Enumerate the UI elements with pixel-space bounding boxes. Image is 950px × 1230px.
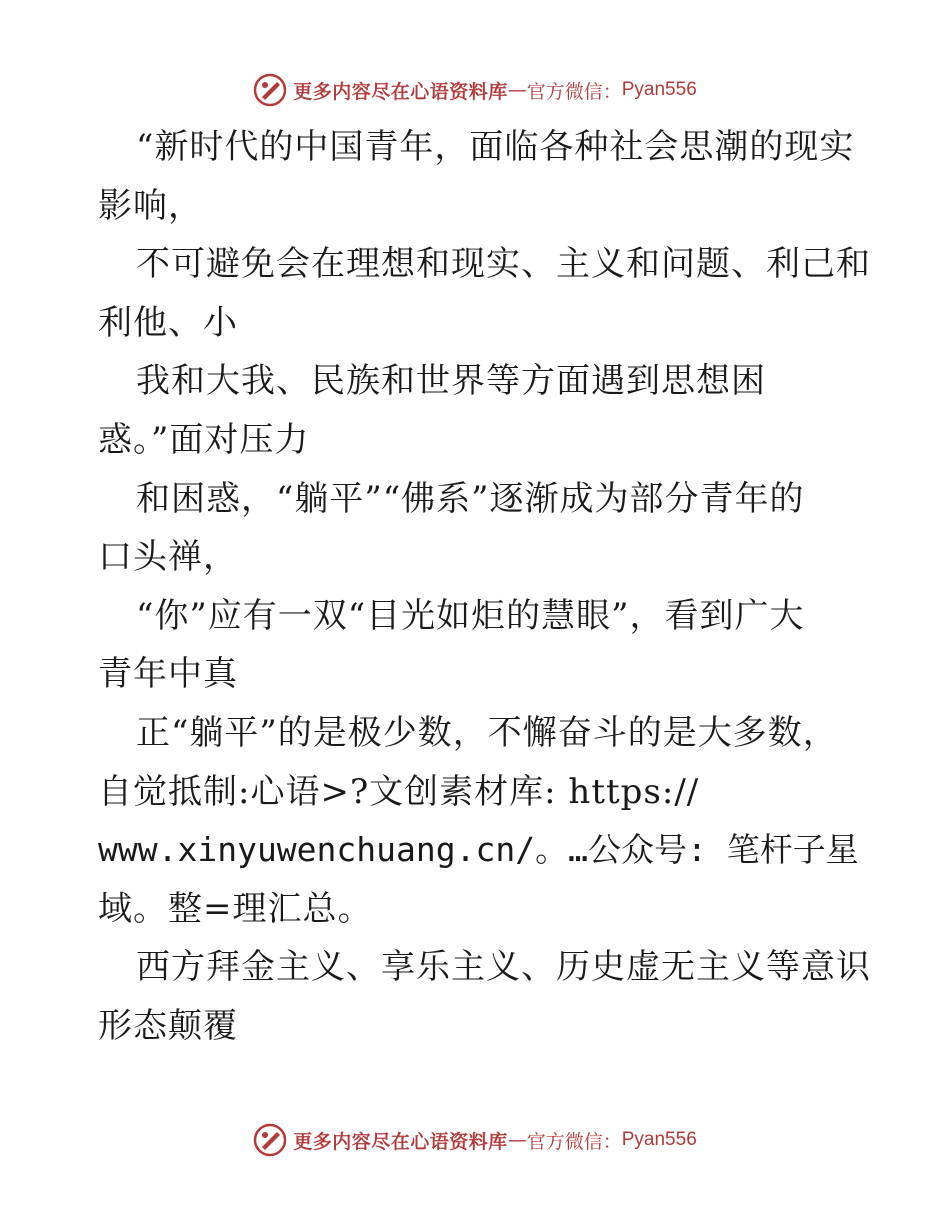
text-line: 和困惑，“躺平”“佛系”逐渐成为部分青年的: [136, 478, 805, 519]
text-line: “新时代的中国青年，面临各种社会思潮的现实: [136, 127, 855, 167]
text-line: 形态颠覆: [98, 1005, 238, 1046]
document-body: [98, 118, 871, 1056]
text-line: 西方拜金主义、享乐主义、历史虚无主义等意识: [136, 947, 871, 988]
brand-logo-icon: [253, 1123, 287, 1157]
text-line: 我和大我、民族和世界等方面遇到思想困: [136, 361, 766, 402]
text-line: 青年中真: [98, 654, 238, 695]
text-line: 自觉抵制:心语>?文创素材库: https://: [98, 771, 700, 812]
banner-title: 更多内容尽在心语资料库: [293, 80, 508, 103]
footer-banner: [0, 1120, 950, 1160]
banner-separator: —: [507, 1129, 527, 1151]
banner-wechat-label: 官方微信：: [526, 1130, 622, 1153]
text-line: 惑。”面对压力: [98, 419, 310, 460]
text-line-url: www.xinyuwenchuang.cn/。…公众号: 笔杆子星: [98, 830, 859, 870]
banner-title: 更多内容尽在心语资料库: [293, 1130, 508, 1153]
header-banner: [0, 70, 950, 110]
text-line: “你”应有一双“目光如炬的慧眼”，看到广大: [136, 595, 805, 636]
text-line: 口头禅，: [98, 537, 238, 578]
text-line: 利他、小: [98, 302, 238, 343]
text-line: 影响，: [98, 185, 203, 226]
banner-wechat-id: Pyan556: [621, 1129, 697, 1150]
brand-logo-icon: [253, 73, 287, 107]
banner-wechat-label: 官方微信：: [526, 80, 622, 103]
text-line: 域。整=理汇总。: [98, 888, 373, 929]
text-line: 不可避免会在理想和现实、主义和问题、利己和: [136, 244, 871, 285]
text-line: 正“躺平”的是极少数，不懈奋斗的是大多数，: [136, 712, 838, 753]
banner-wechat-id: Pyan556: [621, 79, 697, 100]
banner-separator: —: [507, 79, 527, 101]
